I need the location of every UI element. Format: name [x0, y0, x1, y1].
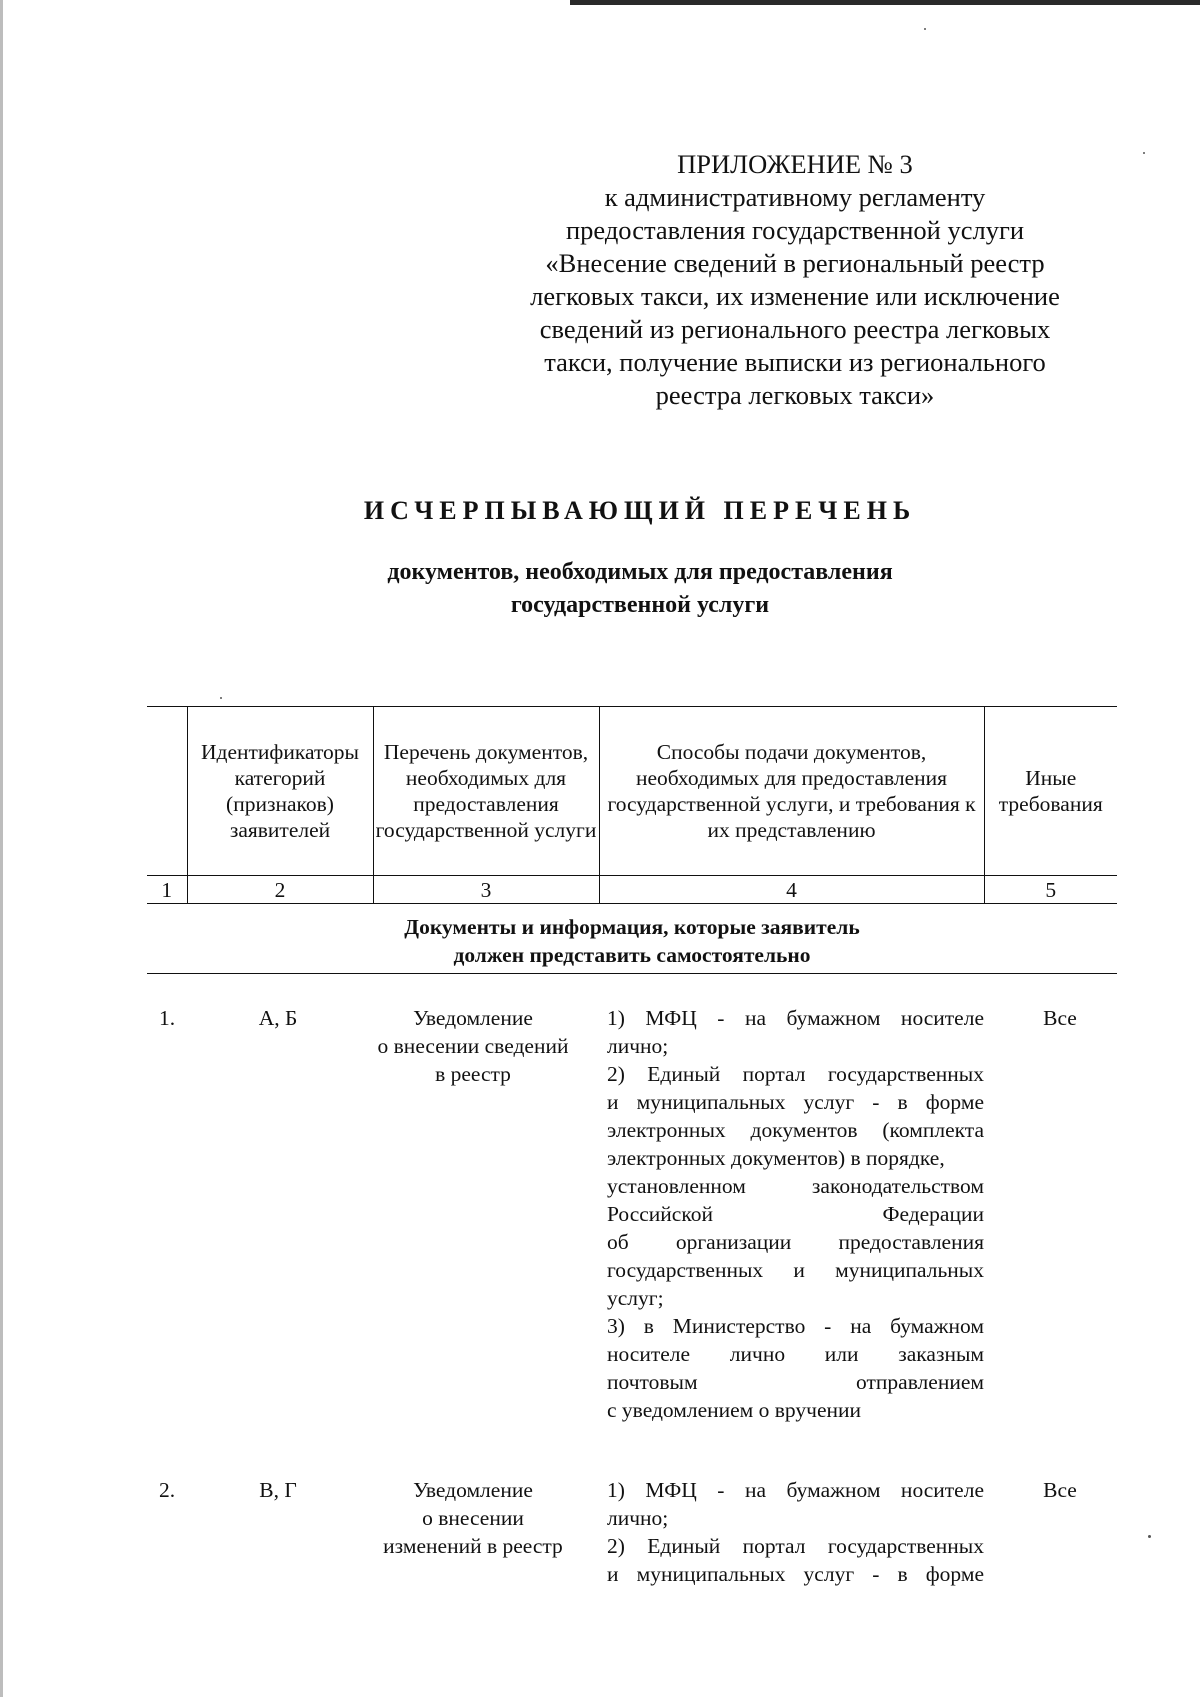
row-number: 1. — [159, 1006, 176, 1030]
appendix-line: такси, получение выписки из регионального — [544, 347, 1046, 377]
ways-line: с уведомлением о вручении — [607, 1398, 862, 1422]
scan-speck — [1148, 1535, 1151, 1538]
ways-line: 2) Единый портал государственных — [607, 1534, 984, 1558]
header-cell-submission-ways: Способы подачи документов, необходимых для предоставления государственной услуги, и требования к их представлению — [599, 707, 984, 876]
section-title — [147, 913, 1117, 969]
scan-speck — [924, 28, 926, 30]
row-document-line: Уведомление — [413, 1006, 533, 1030]
section-title-line: должен представить самостоятельно — [453, 943, 811, 967]
header-cell-document-list: Перечень документов, необходимых для предоставления государственной услуги — [373, 707, 599, 876]
header-cell-number — [147, 707, 187, 876]
row-document-line: изменений в реестр — [383, 1534, 563, 1558]
ways-line: почтовым отправлением — [607, 1370, 984, 1394]
appendix-line: «Внесение сведений в региональный реестр — [545, 248, 1045, 278]
section-title-line: Документы и информация, которые заявитель — [404, 915, 860, 939]
subtitle-line: государственной услуги — [510, 592, 770, 618]
column-number-row — [147, 876, 1117, 904]
row-other-requirements: Все — [1043, 1006, 1077, 1030]
ways-line: лично; — [607, 1034, 669, 1058]
appendix-line: ПРИЛОЖЕНИЕ № 3 — [677, 149, 913, 179]
scan-speck — [1143, 152, 1145, 154]
row-document-line: о внесении сведений — [377, 1034, 569, 1058]
scan-edge-left — [0, 0, 3, 1697]
ways-line: носителе лично или заказным — [607, 1342, 984, 1366]
appendix-header — [490, 148, 1100, 412]
section-divider — [147, 973, 1117, 974]
header-row — [147, 707, 1117, 876]
row-submission-ways — [607, 1476, 984, 1588]
appendix-line: к административному регламенту — [604, 182, 986, 212]
appendix-line: сведений из регионального реестра легковых — [539, 314, 1051, 344]
column-number: 1 — [147, 876, 187, 904]
row-document — [377, 1004, 569, 1088]
column-number: 3 — [373, 876, 599, 904]
row-applicant-ids: А, Б — [258, 1006, 298, 1030]
scan-edge-top — [570, 0, 1200, 5]
ways-line: 2) Единый портал государственных — [607, 1062, 984, 1086]
subtitle-line: документов, необходимых для предоставления — [387, 559, 893, 585]
ways-line: государственных и муниципальных — [607, 1258, 984, 1282]
ways-line: лично; — [607, 1506, 669, 1530]
document-subtitle — [0, 556, 1200, 622]
documents-table-header — [147, 706, 1117, 904]
column-number: 2 — [187, 876, 373, 904]
scan-speck — [220, 697, 222, 699]
appendix-line: легковых такси, их изменение или исключение — [530, 281, 1060, 311]
row-number: 2. — [159, 1478, 176, 1502]
header-cell-other-requirements: Иные требования — [984, 707, 1117, 876]
ways-line: 1) МФЦ - на бумажном носителе — [607, 1478, 984, 1502]
row-document — [377, 1476, 569, 1560]
row-applicant-ids: В, Г — [259, 1478, 297, 1502]
ways-line: электронных документов) в порядке, — [607, 1146, 945, 1170]
row-document-line: Уведомление — [413, 1478, 533, 1502]
ways-line: электронных документов (комплекта — [607, 1118, 984, 1142]
ways-line: Российской Федерации — [607, 1202, 984, 1226]
column-number: 4 — [599, 876, 984, 904]
ways-line: 1) МФЦ - на бумажном носителе — [607, 1006, 984, 1030]
appendix-line: реестра легковых такси» — [655, 380, 935, 410]
row-other-requirements: Все — [1043, 1478, 1077, 1502]
header-cell-applicant-ids: Идентификаторы категорий (признаков) заявителей — [187, 707, 373, 876]
ways-line: об организации предоставления — [607, 1230, 984, 1254]
ways-line: установленном законодательством — [607, 1174, 984, 1198]
ways-line: услуг; — [607, 1286, 664, 1310]
column-number: 5 — [984, 876, 1117, 904]
ways-line: и муниципальных услуг - в форме — [607, 1090, 984, 1114]
document-title: ИСЧЕРПЫВАЮЩИЙ ПЕРЕЧЕНЬ — [363, 496, 917, 525]
row-document-line: в реестр — [435, 1062, 511, 1086]
appendix-line: предоставления государственной услуги — [565, 215, 1025, 245]
ways-line: 3) в Министерство - на бумажном — [607, 1314, 984, 1338]
row-submission-ways — [607, 1004, 984, 1424]
ways-line: и муниципальных услуг - в форме — [607, 1562, 984, 1586]
row-document-line: о внесении — [422, 1506, 524, 1530]
